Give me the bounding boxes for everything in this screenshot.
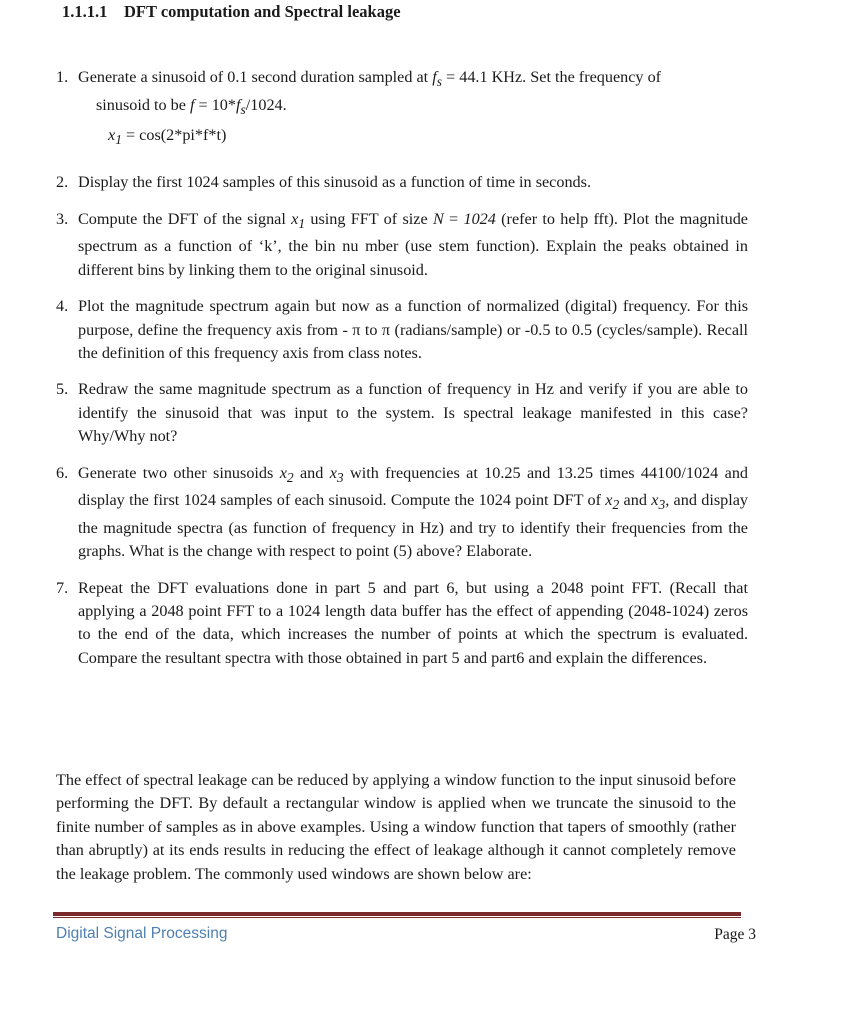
list-item — [56, 378, 748, 448]
item-text: Redraw the same magnitude spectrum as a function of frequency in Hz and verify if you are able to identify the sinusoid that was input to the system. Is spectral leakage manifested in this case? Why/Why not? — [78, 380, 748, 446]
section-title: DFT computation and Spectral leakage — [124, 2, 401, 21]
item-number: 2. — [56, 173, 69, 192]
page-number: Page 3 — [714, 926, 756, 943]
item-text: Plot the magnitude spectrum again but now as a function of normalized (digital) frequency. For this purpose, define the frequency axis from - π to π (radians/sample) or -0.5 to 0.5 (cycles/sample). Recall the definition of this frequency axis from class notes. — [78, 297, 748, 362]
list-item — [56, 295, 748, 365]
item-number: 1. — [56, 68, 69, 86]
footer-rule-thin — [53, 917, 741, 918]
section-number: 1.1.1.1 — [62, 2, 108, 21]
item-number: 6. — [56, 463, 69, 482]
item-text: Display the first 1024 samples of this sinusoid as a function of time in seconds. — [78, 173, 591, 192]
list-item — [56, 577, 748, 671]
equation: $x_1 = \cos(2*pi*f*t)$ — [108, 126, 227, 148]
footer-course-title: Digital Signal Processing — [56, 925, 228, 942]
section-heading — [62, 2, 401, 22]
item-text: Compute the DFT of the signal $x_1$ using FFT of size N = 1024 (refer to help fft). Plot the magnitude spectrum as a function of ‘k’, the bin nu mber (use stem function). Explain the peaks obtained in different bins by linking them to the original sinusoid. — [78, 209, 748, 279]
item-number: 3. — [56, 209, 69, 228]
item-number: 5. — [56, 380, 69, 399]
item-number: 7. — [56, 578, 69, 597]
list-item — [56, 171, 748, 194]
list-item — [56, 462, 748, 564]
list-item — [56, 66, 748, 121]
item-text: Repeat the DFT evaluations done in part 5 and part 6, but using a 2048 point FFT. (Recall that applying a 2048 point FFT to a 1024 length data buffer has the effect of appending (2048-1024) zeros to the end of the data, which increases the number of points at which the spectrum is evaluated. Compare the resultant spectra with those obtained in part 5 and part6 and explain the differences. — [78, 578, 748, 667]
item-number: 4. — [56, 297, 69, 316]
footer-rule — [53, 912, 741, 916]
list-item — [56, 208, 748, 282]
item-text: Generate two other sinusoids $x_2$ and $x_3$ with frequencies at 10.25 and 13.25 times 44100/1024 and display the first 1024 samples of each sinusoid. Compute the 1024 point DFT of $x_2$ and $x_3$, and display the magnitude spectra (as function of frequency in Hz) and try to identify their frequencies from the graphs. What is the change with respect to point (5) above? Elaborate. — [78, 463, 749, 561]
task-list — [56, 66, 748, 670]
item-text-line: Generate a sinusoid of 0.1 second duration sampled at $f_s = 44.1$ KHz. Set the frequency of — [78, 68, 662, 90]
body-paragraph: The effect of spectral leakage can be reduced by applying a window function to the input sinusoid before performing the DFT. By default a rectangular window is applied when we truncate the sinusoid to the finite number of samples as in above examples. Using a window function that tapers of smoothly (rather than abruptly) at its ends results in reducing the effect of leakage although it cannot completely remove the leakage problem. The commonly used windows are shown below are: — [56, 771, 736, 883]
item-text-line: sinusoid to be $f = 10*f_s/1024$. — [96, 95, 287, 117]
